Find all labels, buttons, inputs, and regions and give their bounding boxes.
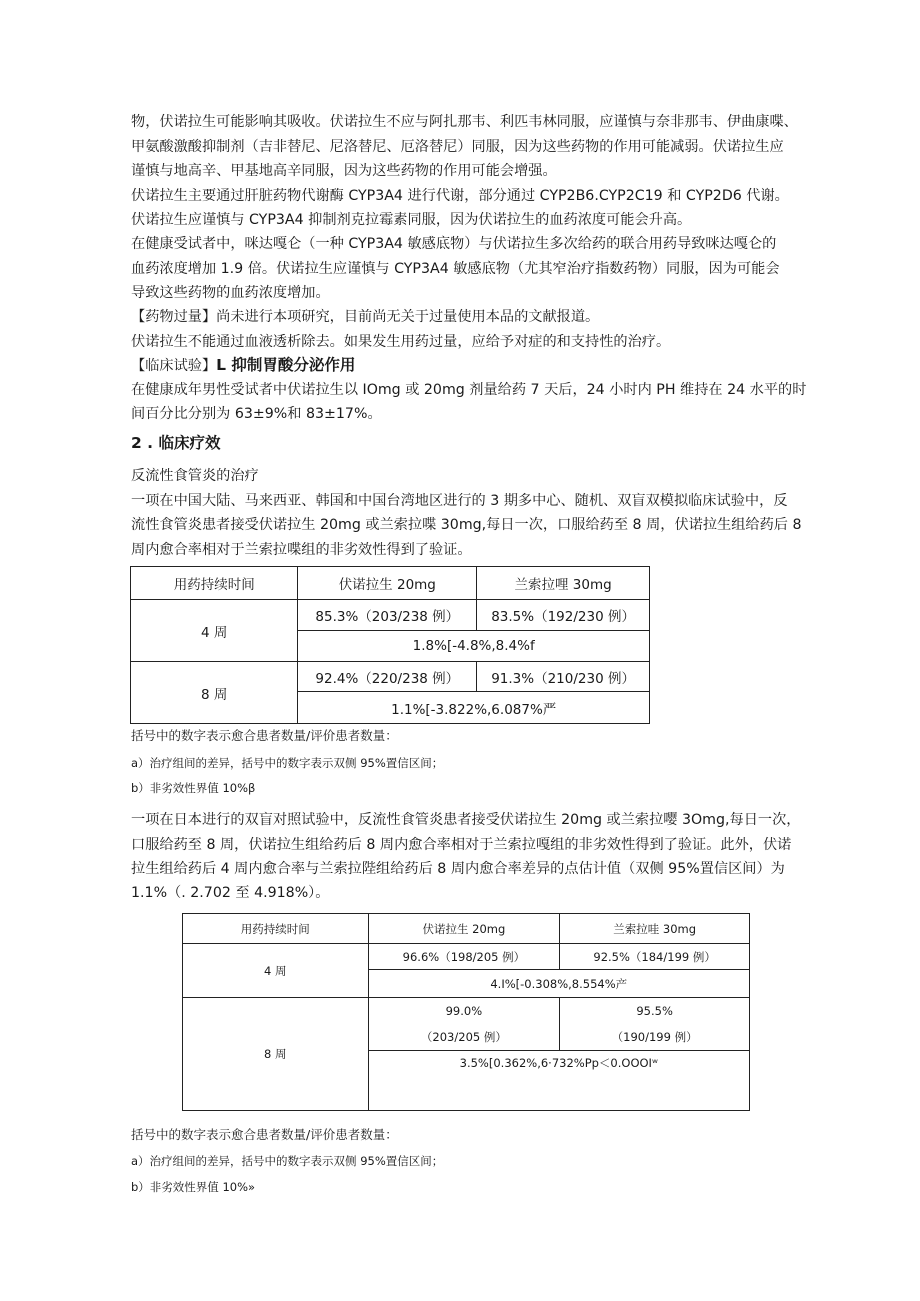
table-cell-difference: 1.8%[-4.8%,8.4%f (298, 631, 650, 662)
results-table-2 (182, 913, 750, 1111)
table-note: 括号中的数字表示愈合患者数量/评价患者数量： (131, 728, 398, 743)
rate-value: 99.0% (445, 1004, 483, 1018)
rate-value: 95.5% (636, 1004, 673, 1018)
paragraph-line: 甲氨酸激酸抑制剂（吉非替尼、尼洛替尼、厄洛替尼）同服，因为这些药物的作用可能减弱。伏诺拉生应 (131, 139, 784, 155)
section-title: L 抑制胃酸分泌作用 (216, 356, 356, 374)
table-footnote: a）治疗组间的差异，括号中的数字表示双侧 95%置信区间； (131, 1154, 444, 1168)
paragraph-line: 伏诺拉生应谨慎与 CYP3A4 抑制剂克拉霉素同服，因为伏诺拉生的血药浓度可能会升高。 (131, 212, 692, 228)
table-header: 伏诺拉生 20mg (298, 567, 477, 600)
table-header: 兰索拉哇 30mg (560, 914, 750, 944)
table-footnote: b）非劣效性界值 10%» (131, 1180, 256, 1194)
table-cell-duration: 8 周 (131, 662, 298, 724)
patient-count: （190/199 例） (611, 1030, 698, 1044)
patient-count: （203/205 例） (420, 1030, 507, 1044)
paragraph-line: 伏诺拉生不能通过血液透析除去。如果发生用药过量，应给予对症的和支持性的治疗。 (131, 334, 671, 350)
paragraph-line: 流性食管炎患者接受伏诺拉生 20mg 或兰索拉喋 30mg,每日一次，口服给药至 8 周，伏诺拉生组给药后 8 (131, 517, 802, 533)
table-cell-duration: 8 周 (183, 998, 369, 1111)
clinical-trial-heading (131, 355, 355, 376)
overdose-paragraph: 【药物过量】尚未进行本项研究，目前尚无关于过量使用本品的文献报道。 (131, 309, 600, 325)
table-header: 用药持续时间 (131, 567, 298, 600)
table-cell: 83.5%（192/230 例） (477, 600, 650, 631)
clinical-efficacy-heading: 2 . 临床疗效 (131, 434, 221, 452)
section-prefix: 【临床试验】 (131, 358, 217, 374)
table-cell: 92.5%（184/199 例） (560, 944, 750, 970)
table-cell-difference: 1.1%[-3.822%,6.087%严 (298, 692, 650, 724)
table-cell-duration: 4 周 (183, 944, 369, 998)
paragraph-line: 谨慎与地高辛、甲基地高辛同服，因为这些药物的作用可能会增强。 (131, 163, 557, 179)
table-cell-difference: 3.5%[0.362%,6·732%Pp＜0.OOOIʷ (368, 1051, 749, 1111)
paragraph-line: 口服给药至 8 周，伏诺拉生组给药后 8 周内愈合率相对于兰索拉嘎组的非劣效性得到了验证。此外，伏诺 (131, 837, 792, 853)
table-cell-duration: 4 周 (131, 600, 298, 662)
table-cell: 85.3%（203/238 例） (298, 600, 477, 631)
paragraph-line: 物，伏诺拉生可能影响其吸收。伏诺拉生不应与阿扎那韦、利匹韦林同服，应谨慎与奈非那韦、伊曲康喋、 (131, 114, 798, 130)
paragraph-line: 一项在中国大陆、马来西亚、韩国和中国台湾地区进行的 3 期多中心、随机、双盲双模拟临床试验中，反 (131, 493, 788, 509)
paragraph-line: 导致这些药物的血药浓度增加。 (131, 285, 330, 301)
table-footnote: b）非劣效性界值 10%β (131, 781, 256, 795)
paragraph-line: 在健康成年男性受试者中伏诺拉生以 IOmg 或 20mg 剂量给药 7 天后，24 小时内 PH 维持在 24 水平的时 (131, 382, 807, 398)
paragraph-line: 在健康受试者中，咪达嘎仑（一种 CYP3A4 敏感底物）与伏诺拉生多次给药的联合用药导致咪达嘎仑的 (131, 236, 777, 252)
table-cell (368, 998, 560, 1051)
paragraph-line: 拉生组给药后 4 周内愈合率与兰索拉陛组给药后 8 周内愈合率差异的点估计值（双侧 95%置信区间）为 (131, 861, 785, 877)
table-header: 用药持续时间 (183, 914, 369, 944)
table-cell-difference: 4.I%[-0.308%,8.554%产 (368, 970, 749, 998)
paragraph-line: 间百分比分别为 63±9%和 83±17%。 (131, 406, 382, 422)
table-header: 兰索拉哩 30mg (477, 567, 650, 600)
table-cell: 92.4%（220/238 例） (298, 662, 477, 692)
table-cell (560, 998, 750, 1051)
paragraph-line: 伏诺拉生主要通过肝脏药物代谢酶 CYP3A4 进行代谢，部分通过 CYP2B6.CYP2C19 和 CYP2D6 代谢。 (131, 188, 789, 204)
table-cell: 96.6%（198/205 例） (368, 944, 560, 970)
paragraph-line: 一项在日本进行的双盲对照试验中，反流性食管炎患者接受伏诺拉生 20mg 或兰索拉嘤 3Omg,每日一次， (131, 812, 801, 828)
paragraph-line: 周内愈合率相对于兰索拉喋组的非劣效性得到了验证。 (131, 542, 472, 558)
table-header: 伏诺拉生 20mg (368, 914, 560, 944)
results-table-1 (130, 566, 650, 724)
paragraph-line: 血药浓度增加 1.9 倍。伏诺拉生应谨慎与 CYP3A4 敏感底物（尤其窄治疗指数药物）同服，因为可能会 (131, 261, 780, 277)
paragraph-line: 1.1%（. 2.702 至 4.918%）。 (131, 885, 330, 901)
table-note: 括号中的数字表示愈合患者数量/评价患者数量： (131, 1127, 398, 1142)
table-footnote: a）治疗组间的差异，括号中的数字表示双侧 95%置信区间； (131, 756, 444, 770)
subheading: 反流性食管炎的治疗 (131, 468, 259, 484)
table-cell: 91.3%（210/230 例） (477, 662, 650, 692)
